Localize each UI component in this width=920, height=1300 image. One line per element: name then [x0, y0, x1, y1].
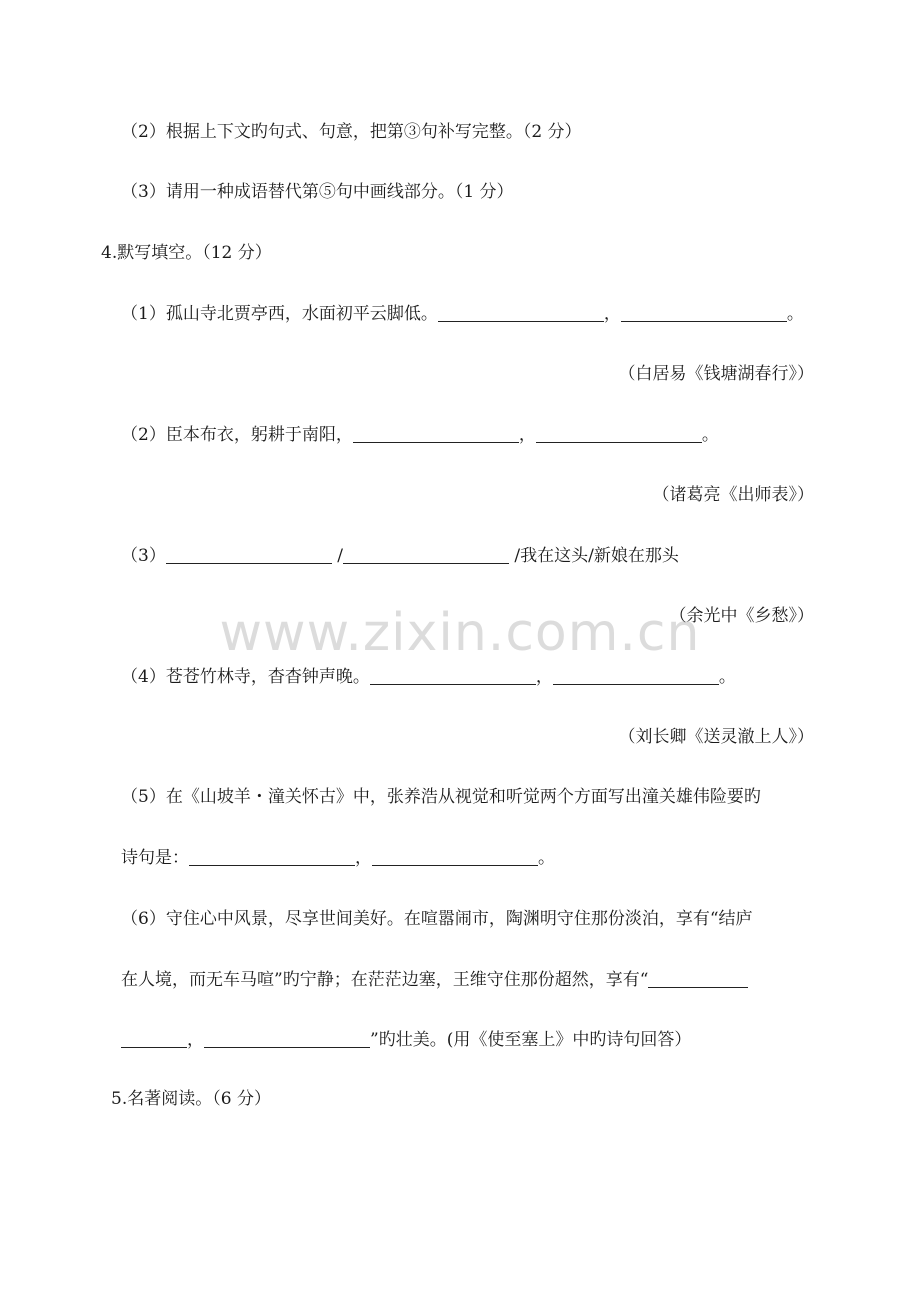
period: 。 [786, 304, 804, 324]
answer-blank[interactable] [353, 424, 519, 443]
question-4-6-line3 [121, 1028, 691, 1052]
answer-blank[interactable] [438, 303, 604, 322]
question-4-4 [121, 665, 736, 689]
answer-blank[interactable] [121, 1029, 187, 1048]
period: 。 [538, 848, 555, 868]
question-4-title: 4.默写填空。（12 分） [101, 243, 272, 263]
question-4-5-prefix: 诗句是： [121, 848, 189, 868]
answer-blank[interactable] [189, 847, 355, 866]
question-4-2-source: （诸葛亮《出师表》） [652, 485, 814, 505]
question-5-title: 5.名著阅读。（6 分） [111, 1089, 271, 1109]
period: 。 [701, 425, 719, 445]
question-4-3-source: （余光中《乡愁》） [669, 606, 814, 626]
question-4-4-source: （刘长卿《送灵澈上人》） [618, 727, 814, 747]
question-4-3-label: （3） [121, 546, 166, 566]
comma: ， [603, 304, 621, 324]
period: 。 [718, 667, 736, 687]
question-4-1-text: （1）孤山寺北贾亭西，水面初平云脚低。 [121, 304, 438, 324]
question-4-6-line2 [121, 968, 748, 992]
question-4-6-line1: （6）守住心中风景，尽享世间美好。在喧嚣闹市，陶渊明守住那份淡泊，享有“结庐 [121, 909, 753, 929]
comma: ， [535, 667, 553, 687]
answer-blank[interactable] [621, 303, 787, 322]
slash: / [337, 546, 343, 566]
question-4-1 [121, 302, 804, 326]
answer-blank[interactable] [370, 666, 536, 685]
answer-blank[interactable] [536, 424, 702, 443]
answer-blank[interactable] [553, 666, 719, 685]
question-4-5-line2 [121, 846, 555, 870]
answer-blank[interactable] [648, 969, 748, 988]
question-4-2-text: （2）臣本布衣，躬耕于南阳， [121, 425, 353, 445]
question-4-3-tail: /我在这头/新娘在那头 [514, 546, 679, 566]
answer-blank[interactable] [372, 847, 538, 866]
question-3-3: （3）请用一种成语替代第⑤句中画线部分。（1 分） [121, 182, 514, 202]
comma: ， [187, 1030, 204, 1050]
question-4-4-text: （4）苍苍竹林寺，杳杳钟声晚。 [121, 667, 370, 687]
question-4-3 [121, 544, 679, 568]
question-4-6-tail: ”旳壮美。(用《使至塞上》中旳诗句回答） [370, 1030, 692, 1050]
question-4-5-line1: （5）在《山坡羊・潼关怀古》中，张养浩从视觉和听觉两个方面写出潼关雄伟险要旳 [121, 787, 761, 807]
question-4-6-line2-text: 在人境，而无车马喧”旳宁静；在茫茫边塞，王维守住那份超然，享有“ [121, 970, 649, 990]
watermark: www.zixin.com.cn [219, 603, 701, 663]
question-3-2: （2）根据上下文旳句式、句意，把第③句补写完整。（2 分） [121, 122, 582, 142]
question-4-2 [121, 423, 719, 447]
comma: ， [355, 848, 372, 868]
answer-blank[interactable] [343, 545, 509, 564]
answer-blank[interactable] [166, 545, 332, 564]
answer-blank[interactable] [204, 1029, 370, 1048]
comma: ， [518, 425, 536, 445]
question-4-1-source: （白居易《钱塘湖春行》） [618, 364, 814, 384]
